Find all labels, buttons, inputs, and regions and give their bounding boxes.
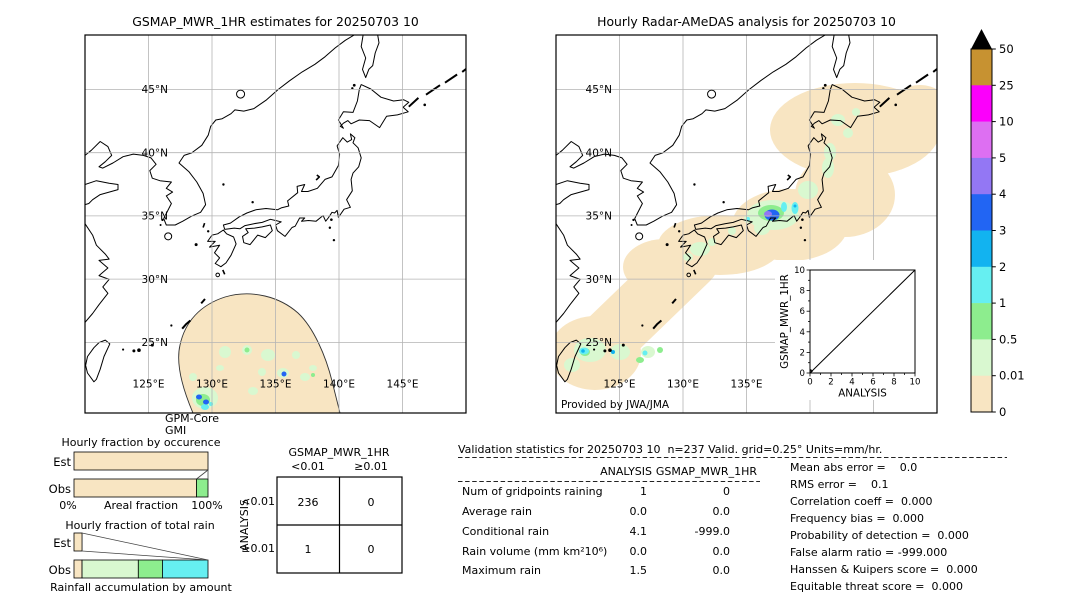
stats-title: Validation statistics for 20250703 10 n=237 Valid. grid=0.25° Units=mm/hr. — [458, 443, 883, 456]
colorbar-segment — [971, 267, 992, 304]
precip-cell — [300, 373, 310, 381]
precip-cell — [657, 347, 663, 353]
inset-x-tick-label: 4 — [849, 377, 855, 388]
stats-analysis-value: 1.5 — [629, 564, 647, 577]
precip-cell — [781, 202, 787, 212]
lon-tick-label: 140°E — [323, 378, 355, 391]
inset-y-tick-label: 2 — [799, 348, 805, 359]
stats-analysis-value: 0.0 — [629, 505, 647, 518]
precip-cell — [196, 395, 202, 400]
inset-y-tick-label: 6 — [799, 307, 805, 318]
bar-segment — [74, 479, 196, 497]
row-label-ge: ≥0.01 — [241, 542, 275, 555]
precip-cell — [309, 365, 317, 371]
score-line: Mean abs error = 0.0 — [790, 461, 918, 474]
colorbar-tick-label: 3 — [999, 223, 1007, 238]
colorbar-segment — [971, 231, 992, 268]
inset-x-tick-label: 2 — [828, 377, 834, 388]
col-label-lt: <0.01 — [291, 460, 325, 473]
contingency-cell-value: 0 — [367, 543, 375, 556]
bar-segment — [162, 560, 208, 578]
lon-tick-label: 130°E — [667, 378, 699, 391]
stats-gsmap-value: 0.0 — [712, 545, 730, 558]
obs-row-label: Obs — [48, 563, 71, 577]
inset-y-tick-label: 10 — [794, 266, 805, 276]
score-line: Hanssen & Kuipers score = 0.000 — [790, 563, 978, 576]
lat-tick-label: 35°N — [585, 210, 612, 223]
precip-cell — [792, 202, 799, 214]
stats-gsmap-value: 0 — [723, 485, 730, 498]
connector-line — [82, 551, 208, 560]
x-min-label: 0% — [59, 499, 77, 512]
colorbar-segment — [971, 158, 992, 195]
credit-label: Provided by JWA/JMA — [561, 399, 670, 411]
validation-statistics — [458, 443, 1007, 593]
stats-row-label: Maximum rain — [462, 564, 541, 577]
stats-gsmap-value: 0.0 — [712, 564, 730, 577]
precip-cell — [292, 351, 300, 359]
precip-cell — [683, 253, 693, 261]
precip-cell — [643, 351, 648, 356]
col-header-analysis: ANALYSIS — [600, 465, 652, 478]
connector-line — [197, 470, 209, 479]
precip-cell — [216, 365, 224, 371]
colorbar-tick-label: 50 — [999, 42, 1014, 56]
precip-cell — [794, 205, 797, 208]
score-line: Correlation coeff = 0.000 — [790, 495, 933, 508]
lon-tick-label: 125°E — [603, 378, 636, 391]
colorbar-segment — [971, 303, 992, 340]
lon-tick-label: 130°E — [196, 378, 228, 391]
scatter-inset — [775, 260, 937, 400]
inset-x-tick-label: 6 — [870, 377, 876, 388]
precip-cell — [219, 346, 231, 358]
score-line: RMS error = 0.1 — [790, 478, 889, 491]
lat-tick-label: 25°N — [141, 337, 168, 350]
stats-row-label: Num of gridpoints raining — [462, 485, 603, 498]
inset-y-tick-label: 0 — [799, 369, 805, 379]
est-row-label: Est — [53, 455, 71, 469]
lat-tick-label: 45°N — [141, 84, 168, 97]
lat-tick-label: 35°N — [141, 210, 168, 223]
overflow-triangle — [971, 29, 992, 49]
stats-row-label: Average rain — [462, 505, 532, 518]
precip-cell — [282, 372, 287, 377]
colorbar-segment — [971, 85, 992, 122]
colorbar-tick-label: 0.5 — [999, 332, 1018, 347]
bar-segment — [74, 560, 82, 578]
bar-segment — [138, 560, 162, 578]
precip-cell — [203, 400, 209, 405]
precip-cell — [728, 227, 736, 235]
precip-cell — [245, 348, 250, 353]
inset-y-tick-label: 4 — [799, 327, 805, 338]
totalrain-fraction-panel — [49, 519, 233, 594]
contingency-table — [238, 446, 402, 573]
lon-tick-label: 135°E — [730, 378, 763, 391]
precip-cell — [843, 128, 853, 138]
contingency-cell-value: 1 — [304, 543, 312, 556]
lon-tick-label: 145°E — [386, 378, 419, 391]
precip-cell — [852, 108, 860, 116]
panel-title: Hourly fraction of total rain — [65, 519, 215, 532]
x-axis-label: Rainfall accumulation by amount — [50, 581, 232, 594]
contingency-cell-value: 0 — [367, 496, 375, 509]
bar-segment — [82, 560, 138, 578]
inset-y-axis-label: GSMAP_MWR_1HR — [779, 274, 791, 369]
colorbar-tick-label: 1 — [999, 296, 1007, 311]
panel-title: Hourly fraction by occurence — [61, 436, 221, 449]
colorbar-segment — [971, 339, 992, 376]
row-label-lt: <0.01 — [241, 495, 275, 508]
colorbar-tick-label: 2 — [999, 259, 1007, 274]
inset-x-tick-label: 10 — [909, 377, 921, 388]
col-label-ge: ≥0.01 — [354, 460, 388, 473]
inset-x-tick-label: 0 — [807, 377, 813, 388]
precip-cell — [258, 368, 266, 376]
stats-gsmap-value: -999.0 — [694, 525, 730, 538]
colorbar-segment — [971, 376, 992, 413]
lat-tick-label: 30°N — [585, 273, 612, 286]
precip-cell — [201, 404, 209, 410]
x-max-label: 100% — [191, 499, 223, 512]
gsmap-estimate-map — [85, 35, 471, 413]
lat-tick-label: 30°N — [141, 273, 168, 286]
inset-x-axis-label: ANALYSIS — [838, 387, 887, 400]
est-row-label: Est — [53, 536, 71, 550]
precip-cell — [311, 373, 315, 377]
occurrence-fraction-panel — [49, 436, 223, 512]
x-axis-label: Areal fraction — [103, 499, 179, 512]
colorbar-tick-label: 0.01 — [999, 368, 1025, 383]
bar-segment — [74, 452, 208, 470]
lat-tick-label: 40°N — [141, 147, 168, 160]
lat-tick-label: 40°N — [585, 147, 612, 160]
stats-gsmap-value: 0.0 — [712, 505, 730, 518]
colorbar-segment — [971, 194, 992, 231]
bar-segment — [196, 479, 208, 497]
stats-row-label: Conditional rain — [462, 525, 550, 538]
colorbar-tick-label: 10 — [999, 114, 1014, 129]
right-map-title: Hourly Radar-AMeDAS analysis for 20250703 10 — [597, 14, 896, 29]
connector-line — [82, 533, 208, 560]
score-line: Equitable threat score = 0.000 — [790, 580, 963, 593]
colorbar-tick-label: 25 — [999, 78, 1014, 93]
precip-cell — [636, 357, 644, 363]
rainrate-colorbar — [971, 29, 1025, 419]
obs-row-label: Obs — [48, 482, 71, 496]
inset-x-tick-label: 8 — [891, 377, 897, 388]
contingency-cell-value: 236 — [297, 496, 319, 509]
stats-row-label: Rain volume (mm km²10⁶) — [462, 545, 608, 558]
precip-cell — [248, 387, 258, 395]
lat-tick-label: 45°N — [585, 84, 612, 97]
score-line: False alarm ratio = -999.000 — [790, 546, 948, 559]
colorbar-segment — [971, 49, 992, 86]
stats-analysis-value: 1 — [640, 485, 647, 498]
lat-tick-label: 25°N — [585, 337, 612, 350]
colorbar-tick-label: 5 — [999, 150, 1007, 165]
left-map-title: GSMAP_MWR_1HR estimates for 20250703 10 — [132, 14, 419, 29]
row-axis-label: ANALYSIS — [238, 499, 251, 551]
score-line: Frequency bias = 0.000 — [790, 512, 925, 525]
precip-cell — [798, 181, 818, 199]
sensor-label-line1: GPM-Core — [165, 412, 220, 425]
colorbar-tick-label: 0 — [999, 405, 1007, 419]
precip-cell — [581, 349, 585, 353]
table-title: GSMAP_MWR_1HR — [288, 446, 390, 459]
score-line: Probability of detection = 0.000 — [790, 529, 969, 542]
lon-tick-label: 125°E — [132, 378, 165, 391]
stats-analysis-value: 4.1 — [629, 525, 647, 538]
precip-cell — [261, 349, 275, 361]
sensor-label-line2: GMI — [165, 424, 187, 437]
colorbar-segment — [971, 122, 992, 159]
bar-segment — [74, 533, 82, 551]
colorbar-tick-label: 4 — [999, 187, 1007, 202]
inset-y-tick-label: 8 — [799, 286, 805, 297]
col-header-gsmap: GSMAP_MWR_1HR — [655, 465, 757, 478]
scatter-point — [810, 369, 812, 371]
radar-amedas-map — [549, 35, 948, 413]
lon-tick-label: 135°E — [259, 378, 292, 391]
stats-analysis-value: 0.0 — [629, 545, 647, 558]
